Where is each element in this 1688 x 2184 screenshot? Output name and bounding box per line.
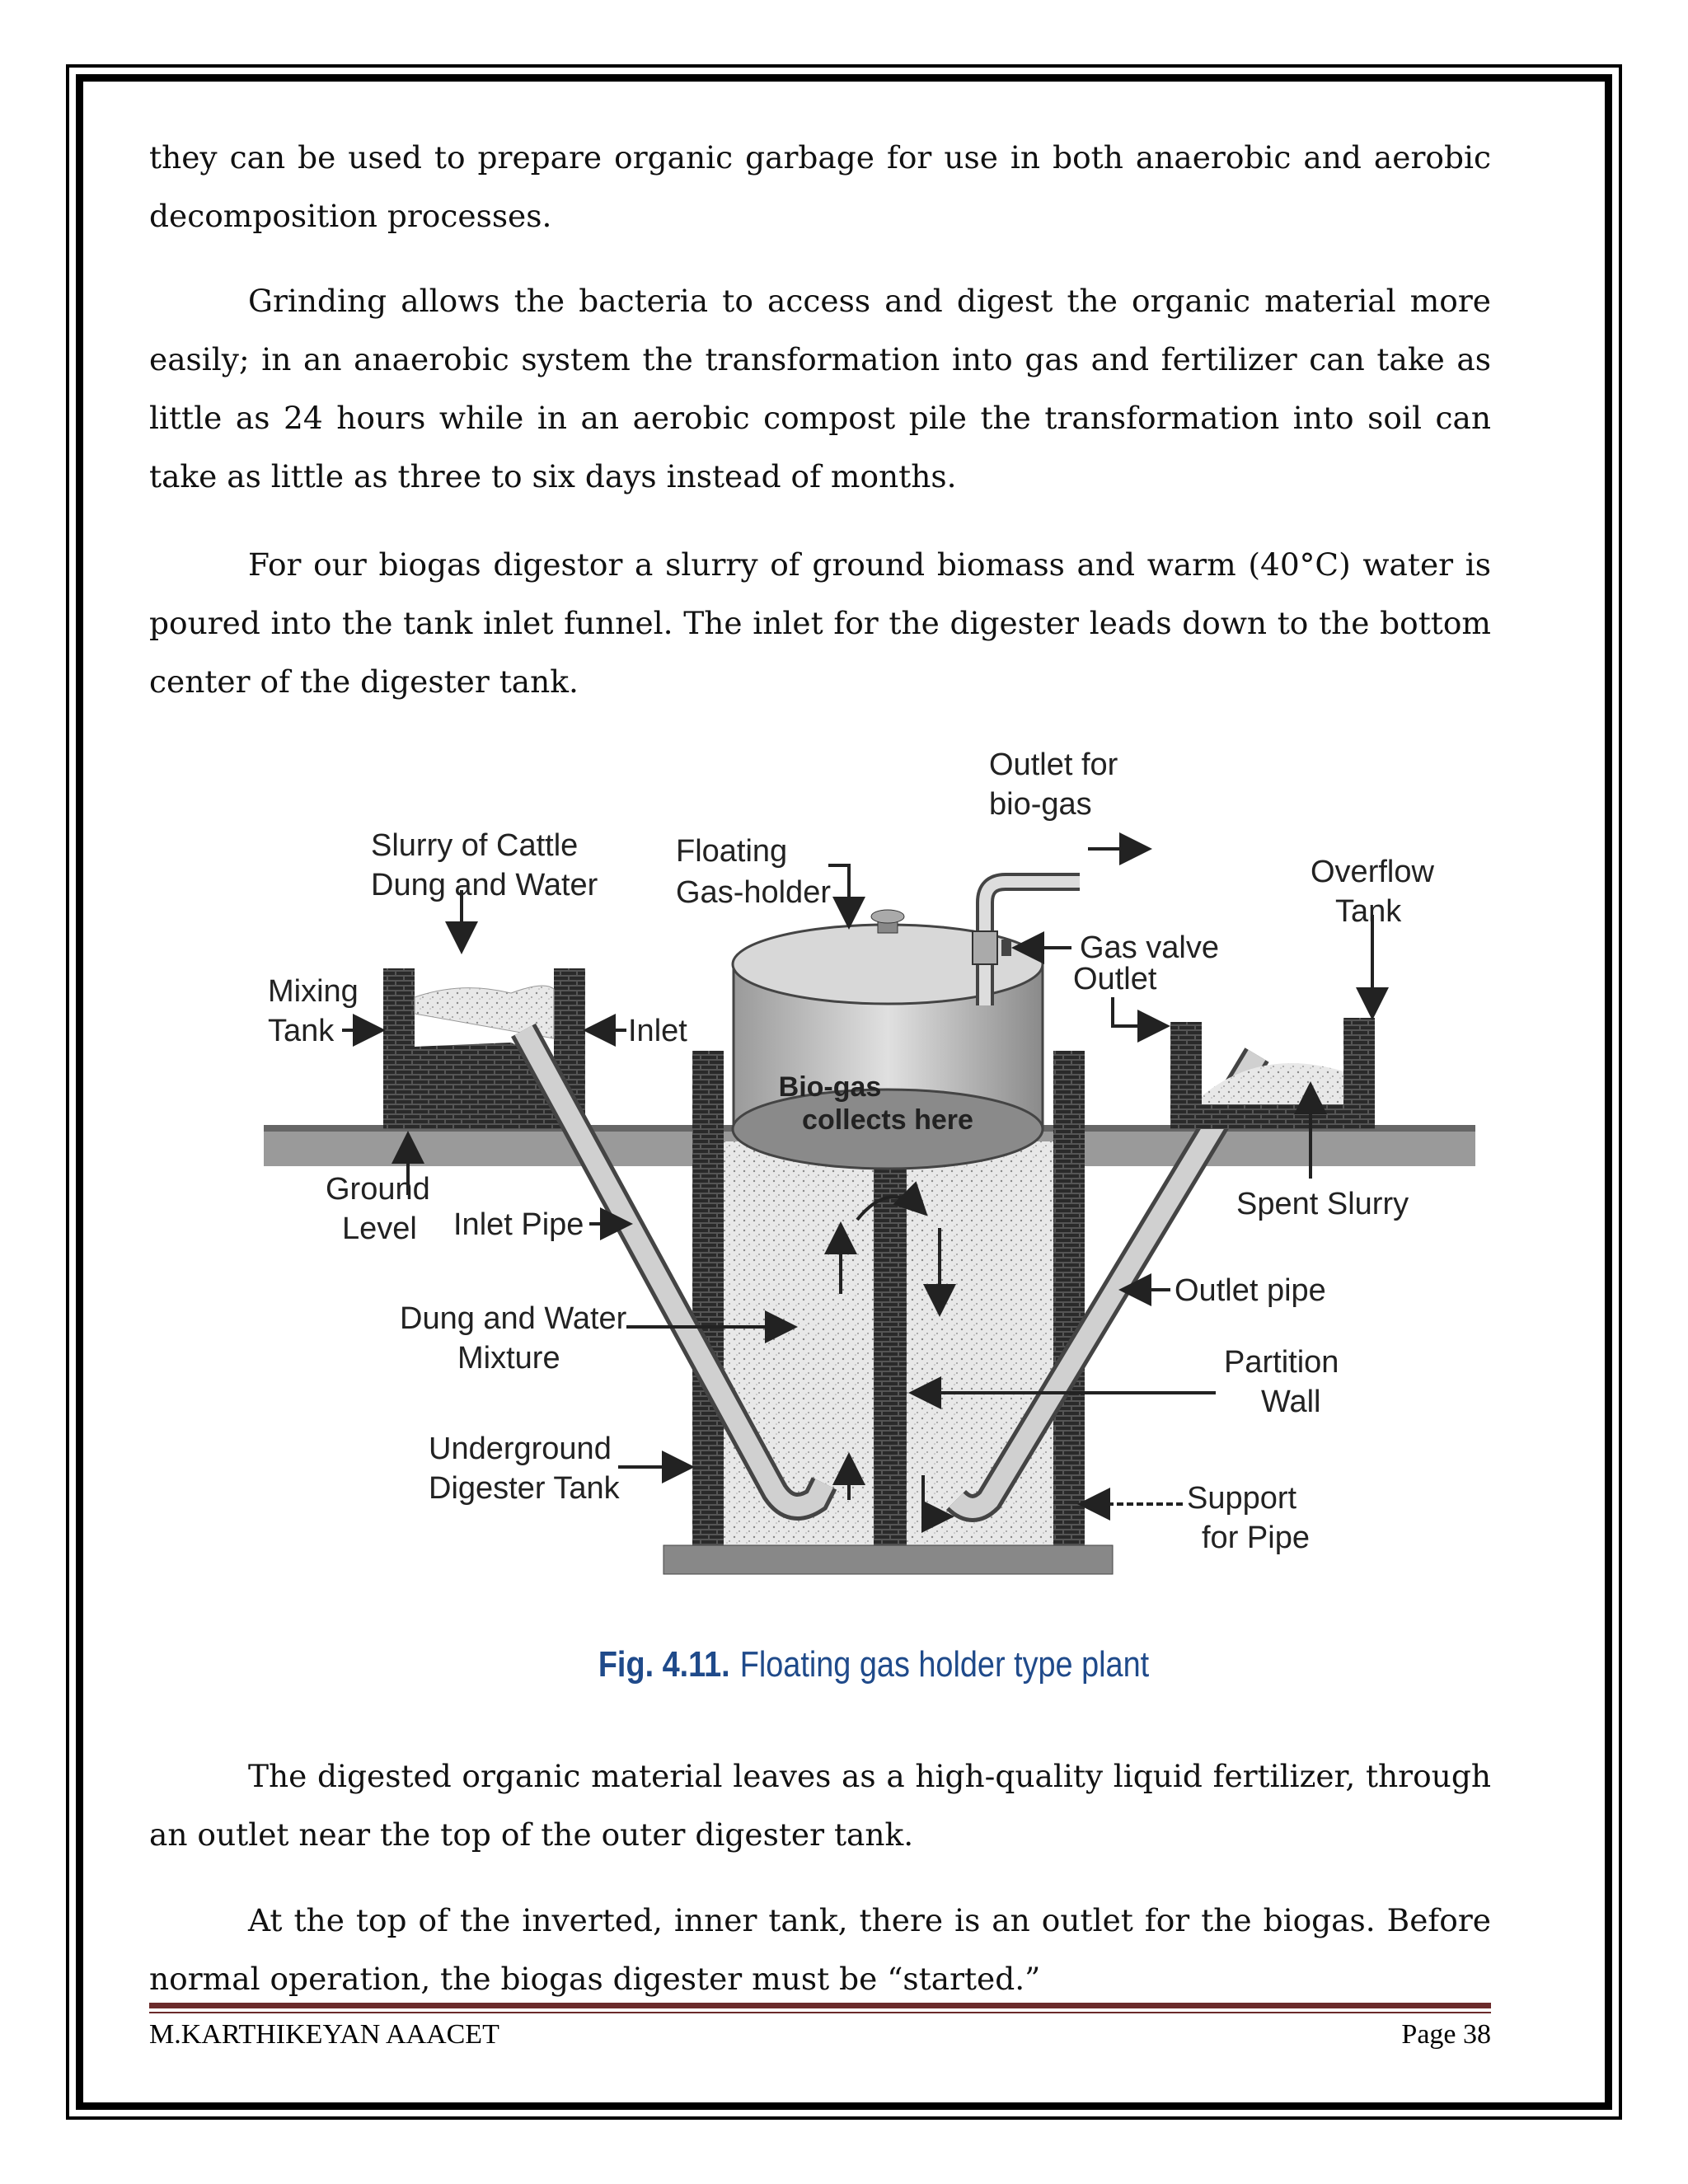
footer-rule	[149, 2003, 1491, 2008]
biogas-plant-diagram	[247, 733, 1500, 1640]
digester-wall-right	[1053, 1051, 1085, 1545]
outlet-wall	[1170, 1022, 1202, 1129]
label-partition-1: Partition	[1224, 1345, 1339, 1380]
label-inlet-pipe: Inlet Pipe	[453, 1207, 584, 1242]
mixing-tank-wall-left	[383, 968, 415, 1129]
label-outlet-for: Outlet for	[989, 748, 1118, 782]
label-spent-slurry: Spent Slurry	[1236, 1187, 1409, 1221]
label-ground-2: Level	[342, 1212, 417, 1246]
label-floating-2: Gas-holder	[676, 875, 831, 910]
label-mixing-1: Mixing	[268, 974, 359, 1009]
label-biogas-1: Bio-gas	[778, 1071, 882, 1103]
figure-number: Fig. 4.11.	[598, 1644, 730, 1685]
biogas-plant-figure	[247, 733, 1500, 1722]
label-bio-gas: bio-gas	[989, 787, 1092, 822]
label-support-1: Support	[1187, 1481, 1297, 1516]
label-inlet: Inlet	[628, 1014, 687, 1048]
paragraph-1: they can be used to prepare organic garbage for use in both anaerobic and aerobic decomposition processes.	[149, 139, 1491, 234]
footer-rule-thin	[149, 2012, 1491, 2013]
label-support-2: for Pipe	[1202, 1521, 1310, 1555]
label-overflow-1: Overflow	[1311, 855, 1434, 889]
label-ground-1: Ground	[326, 1172, 430, 1207]
label-underground-1: Underground	[429, 1432, 612, 1466]
paragraph-4: The digested organic material leaves as a high-quality liquid fertilizer, through an outlet near the top of the outer digester tank.	[149, 1758, 1491, 1853]
paragraph-5: At the top of the inverted, inner tank, there is an outlet for the biogas. Before normal operation, the biogas digester must be “started.”	[149, 1902, 1491, 1997]
footer-author: M.KARTHIKEYAN AAACET	[149, 2019, 499, 2050]
tank-base	[663, 1545, 1113, 1574]
paragraph-3: For our biogas digestor a slurry of ground biomass and warm (40°C) water is poured into the tank inlet funnel. The inlet for the digester leads down to the bottom center of the digester tank.	[149, 546, 1491, 700]
overflow-tank-wall	[1343, 1018, 1375, 1129]
partition-wall	[874, 1162, 907, 1545]
label-overflow-2: Tank	[1335, 894, 1402, 929]
label-biogas-2: collects here	[802, 1104, 973, 1136]
label-dung-1: Dung and Water	[400, 1301, 627, 1336]
label-partition-2: Wall	[1261, 1385, 1321, 1419]
label-outlet: Outlet	[1073, 962, 1157, 996]
label-outlet-pipe: Outlet pipe	[1175, 1273, 1326, 1308]
label-slurry-1: Slurry of Cattle	[371, 828, 579, 863]
label-slurry-2: Dung and Water	[371, 868, 598, 902]
figure-caption-text: Floating gas holder type plant	[739, 1644, 1150, 1685]
paragraph-2: Grinding allows the bacteria to access and digest the organic material more easily; in an anaerobic system the transformation into gas and fertilizer can take as little as 24 hours while in an aerobic compost pile the transformation into soil can take as little as three to six days instead of months.	[149, 283, 1491, 494]
label-mixing-2: Tank	[268, 1014, 335, 1048]
label-dung-2: Mixture	[457, 1341, 560, 1376]
label-floating-1: Floating	[676, 834, 788, 869]
digester-wall-left	[692, 1051, 724, 1545]
label-gas-valve: Gas valve	[1080, 930, 1219, 965]
figure-caption	[335, 1644, 1412, 1685]
page-number: Page 38	[1401, 2019, 1491, 2050]
label-underground-2: Digester Tank	[429, 1471, 620, 1506]
